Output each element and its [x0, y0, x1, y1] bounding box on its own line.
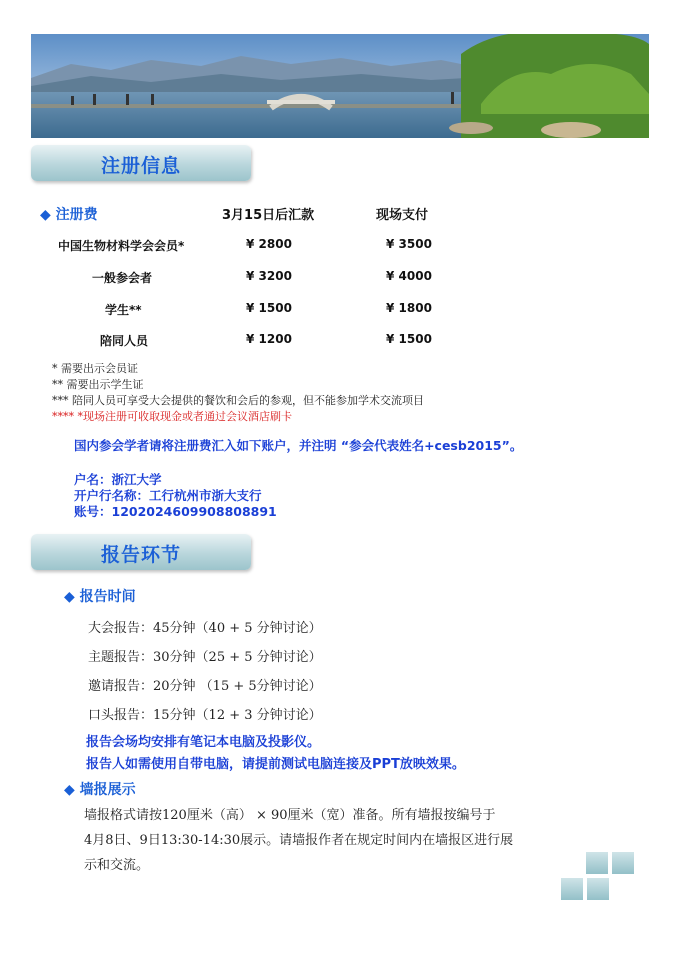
transfer-notice: 国内参会学者请将注册费汇入如下账户，并注明 “参会代表姓名+cesb2015”。 — [74, 438, 523, 453]
bank-name: 开户行名称：工行杭州市浙大支行 — [74, 488, 262, 503]
fee-row-category: 陪同人员 — [100, 334, 149, 348]
note-member-id: * 需要出示会员证 — [52, 362, 138, 375]
decor-tile — [587, 878, 609, 900]
poster-line-2: 4月8日、9日13:30-14:30展示。请墙报作者在规定时间内在墙报区进行展 — [84, 833, 514, 848]
note-onsite-payment: **** *现场注册可收取现金或者通过会议酒店刷卡 — [52, 410, 292, 423]
equipment-note-laptop: 报告人如需使用自带电脑，请提前测试电脑连接及PPT放映效果。 — [86, 757, 465, 772]
fee-row-after: ¥ 3200 — [246, 269, 292, 283]
equipment-note-projector: 报告会场均安排有笔记本电脑及投影仪。 — [86, 735, 321, 750]
fee-row-after: ¥ 1500 — [246, 301, 292, 315]
decor-tile — [561, 878, 583, 900]
account-name: 户名：浙江大学 — [74, 472, 162, 487]
fee-row-onsite: ¥ 1500 — [386, 332, 432, 346]
decor-tile — [612, 852, 634, 874]
poster-line-1: 墙报格式请按120厘米（高） × 90厘米（宽）准备。所有墙报按编号于 — [84, 808, 496, 823]
note-student-id: ** 需要出示学生证 — [52, 378, 144, 391]
reports-section-title: 报告环节 — [100, 544, 181, 566]
poster-line-3: 示和交流。 — [84, 858, 150, 873]
fee-row-after: ¥ 2800 — [246, 237, 292, 251]
poster-title: ◆ 墙报展示 — [64, 782, 136, 798]
fee-row-category: 一般参会者 — [92, 271, 153, 285]
report-time-invited: 邀请报告：20分钟 （15 + 5分钟讨论） — [88, 679, 322, 694]
note-companion: *** 陪同人员可享受大会提供的餐饮和会后的参观，但不能参加学术交流项目 — [52, 394, 424, 407]
report-time-plenary: 大会报告：45分钟（40 + 5 分钟讨论） — [88, 621, 322, 636]
reports-section-header — [31, 534, 251, 570]
decor-tile — [586, 852, 608, 874]
column-header-after-remit: 3月15日后汇款 — [222, 208, 315, 223]
column-header-onsite: 现场支付 — [376, 208, 429, 223]
fee-row-onsite: ¥ 1800 — [386, 301, 432, 315]
fee-label: ◆ 注册费 — [40, 207, 98, 223]
registration-section-title: 注册信息 — [100, 155, 181, 177]
report-time-title: ◆ 报告时间 — [64, 589, 136, 605]
fee-row-after: ¥ 1200 — [246, 332, 292, 346]
fee-row-category: 中国生物材料学会会员* — [58, 239, 185, 253]
report-time-oral: 口头报告：15分钟（12 + 3 分钟讨论） — [88, 708, 322, 723]
account-number: 账号：1202024609908808891 — [74, 504, 277, 519]
fee-row-category: 学生** — [105, 303, 142, 317]
lake-banner-image — [31, 34, 649, 138]
report-time-keynote: 主题报告：30分钟（25 + 5 分钟讨论） — [88, 650, 322, 665]
registration-section-header — [31, 145, 251, 181]
fee-row-onsite: ¥ 3500 — [386, 237, 432, 251]
fee-row-onsite: ¥ 4000 — [386, 269, 432, 283]
